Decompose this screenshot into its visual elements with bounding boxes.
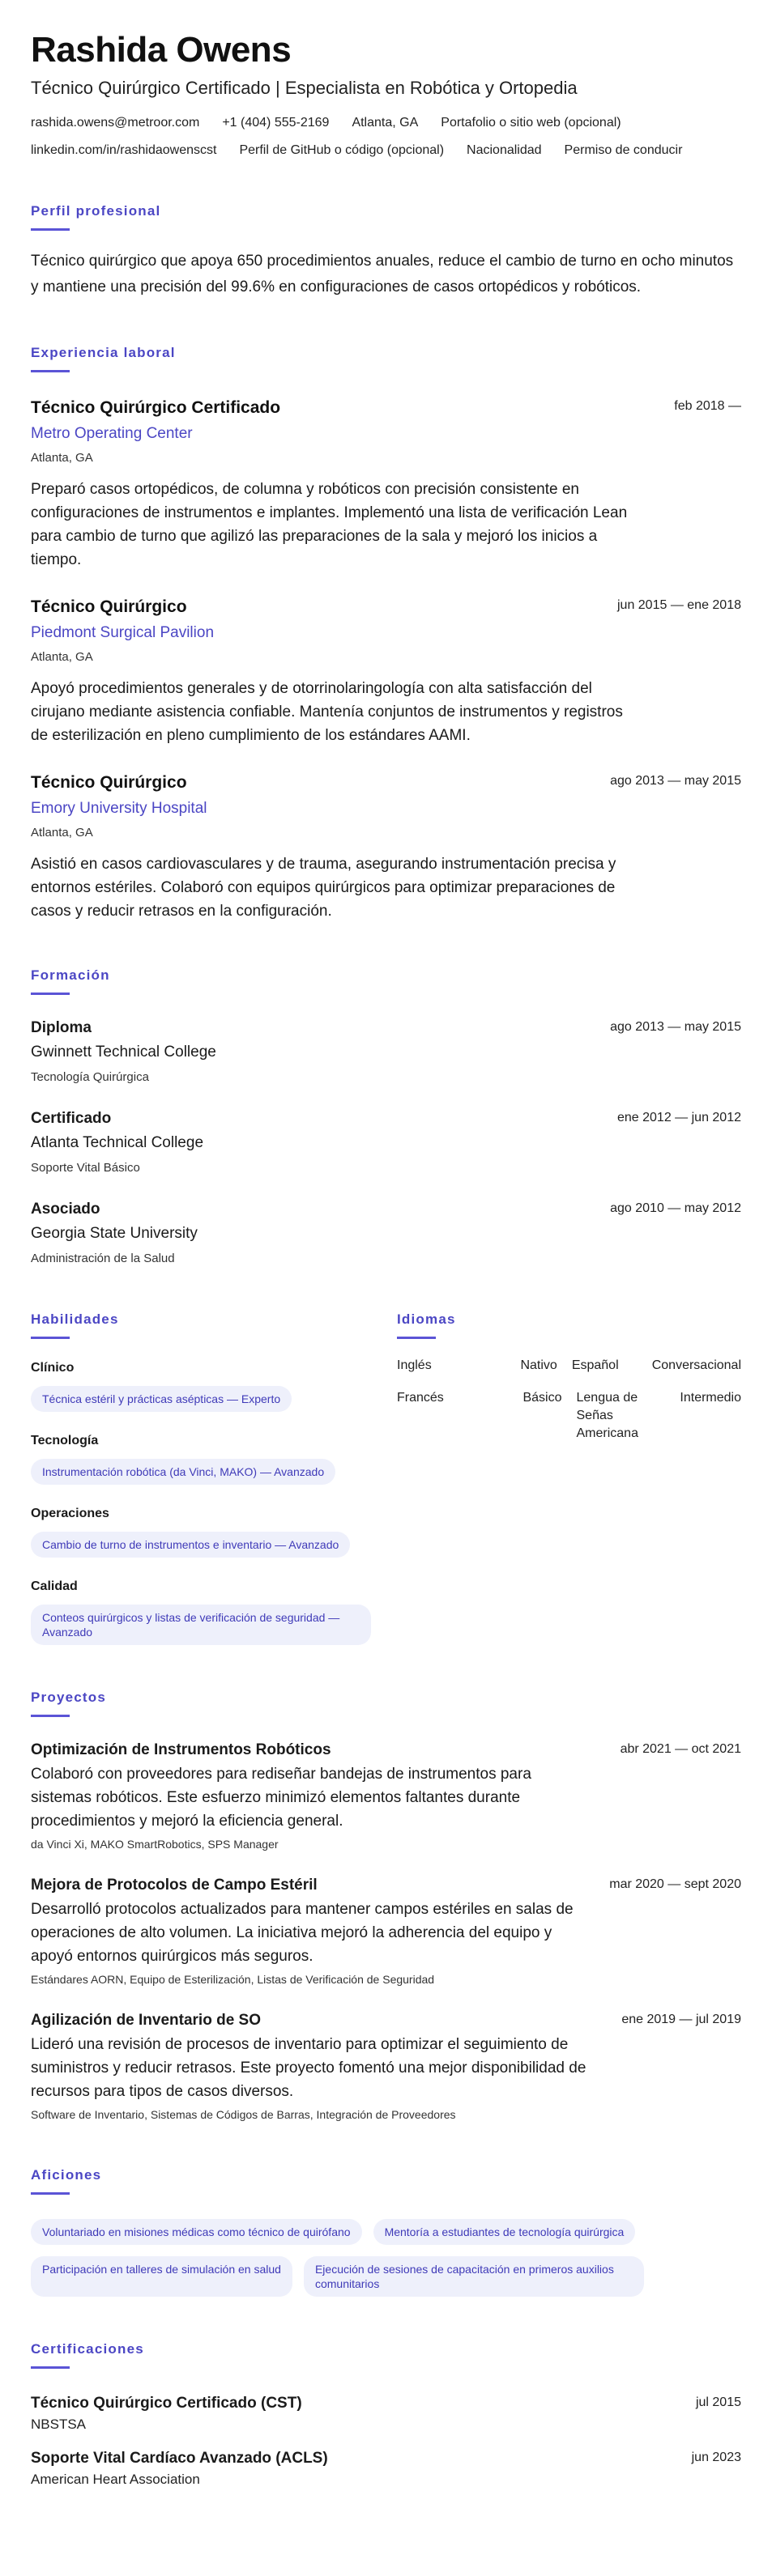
project-technologies: Software de Inventario, Sistemas de Códigos de Barras, Integración de Proveedores [31, 2108, 456, 2121]
project-dates: ene 2019 — jul 2019 [621, 2013, 741, 2026]
job-company: Metro Operating Center [31, 425, 193, 442]
hobby-tag: Voluntariado en misiones médicas como técnico de quirófano [31, 2219, 362, 2245]
language-row [397, 1389, 741, 1443]
job-title: Técnico Quirúrgico Certificado [31, 398, 281, 417]
project-description: Colaboró con proveedores para rediseñar bandejas de instrumentos para sistemas robóticos. Este esfuerzo minimizó elementos faltantes durante procedimientos y mejoró la eficiencia general. [31, 1766, 531, 1830]
section-divider [31, 370, 70, 372]
section-divider [397, 1337, 436, 1339]
certification-name: Técnico Quirúrgico Certificado (CST) [31, 2395, 302, 2412]
language-level: Intermedio [680, 1391, 741, 1405]
hobby-tag: Participación en talleres de simulación en salud [31, 2256, 292, 2297]
summary-section [31, 202, 741, 300]
language-level: Conversacional [651, 1358, 741, 1372]
education-item [31, 1108, 741, 1176]
project-name: Optimización de Instrumentos Robóticos [31, 1741, 331, 1758]
skill-group [31, 1360, 371, 1412]
contact-list [31, 115, 741, 159]
project-description: Desarrolló protocolos actualizados para mantener campos estériles en salas de operaciones de alto volumen. La iniciativa mejoró la adherencia del equipo y apoyó entornos quirúrgicos más seguros. [31, 1901, 574, 1965]
section-divider [31, 228, 70, 231]
skill-category: Tecnología [31, 1434, 99, 1447]
contact-github: Perfil de GitHub o código (opcional) [239, 143, 445, 157]
education-school: Georgia State University [31, 1225, 198, 1242]
project-item [31, 1740, 741, 1852]
experience-section [31, 344, 741, 923]
hobby-list [31, 2208, 741, 2297]
job-dates: jun 2015 — ene 2018 [616, 598, 741, 612]
certifications-section [31, 2340, 741, 2489]
certification-issuer: NBSTSA [31, 2417, 87, 2432]
section-divider [31, 1337, 70, 1339]
job-location: Atlanta, GA [31, 451, 93, 465]
language-name: Francés [397, 1391, 444, 1405]
section-divider [31, 1715, 70, 1717]
language-name: Inglés [397, 1358, 432, 1372]
experience-item [31, 772, 741, 923]
education-dates: ene 2012 — jun 2012 [616, 1111, 741, 1124]
education-item [31, 1018, 741, 1086]
education-field: Administración de la Salud [31, 1252, 175, 1265]
language-level: Básico [522, 1391, 562, 1405]
contact-linkedin: linkedin.com/in/rashidaowenscst [31, 143, 217, 157]
contact-nationality: Nacionalidad [467, 143, 542, 157]
skills-languages-section [31, 1311, 741, 1645]
certification-date: jul 2015 [695, 2395, 741, 2409]
section-title: Idiomas [397, 1311, 456, 1327]
education-dates: ago 2010 — may 2012 [610, 1201, 741, 1215]
project-dates: mar 2020 — sept 2020 [609, 1877, 741, 1891]
section-title: Aficiones [31, 2167, 102, 2183]
job-description: Preparó casos ortopédicos, de columna y robóticos con precisión consistente en configuraciones de instrumentos e implantes. Implementó una lista de verificación Lean para cambio de turno que agilizó las preparaciones de la sala y mejoró los inicios a tiempo. [31, 481, 628, 568]
job-dates: ago 2013 — may 2015 [610, 774, 741, 788]
education-school: Gwinnett Technical College [31, 1044, 216, 1061]
skill-group [31, 1433, 371, 1485]
section-title: Habilidades [31, 1311, 119, 1327]
skill-tag: Técnica estéril y prácticas asépticas — Experto [31, 1386, 292, 1412]
contact-email: rashida.owens@metroor.com [31, 116, 200, 130]
hobby-tag: Mentoría a estudiantes de tecnología quirúrgica [373, 2219, 636, 2245]
section-title: Proyectos [31, 1690, 107, 1705]
project-technologies: Estándares AORN, Equipo de Esterilización, Listas de Verificación de Seguridad [31, 1973, 435, 1986]
certification-item [31, 2448, 741, 2489]
certification-name: Soporte Vital Cardíaco Avanzado (ACLS) [31, 2450, 328, 2467]
skill-category: Operaciones [31, 1507, 109, 1520]
job-title: Técnico Quirúrgico [31, 597, 187, 616]
skill-tag: Conteos quirúrgicos y listas de verificación de seguridad — Avanzado [31, 1605, 371, 1645]
skill-group [31, 1579, 371, 1645]
summary-text: Técnico quirúrgico que apoya 650 procedimientos anuales, reduce el cambio de turno en ocho minutos y mantiene una precisión del 99.6% en configuraciones de casos ortopédicos y robóticos. [31, 253, 734, 295]
project-description: Lideró una revisión de procesos de inventario para optimizar el seguimiento de suministros y reducir retrasos. Este proyecto fomentó una mejor disponibilidad de recursos para tipos de casos diversos. [31, 2036, 586, 2100]
contact-phone: +1 (404) 555-2169 [222, 116, 330, 130]
candidate-headline: Técnico Quirúrgico Certificado | Especialista en Robótica y Ortopedia [31, 78, 578, 98]
education-field: Soporte Vital Básico [31, 1161, 140, 1175]
project-technologies: da Vinci Xi, MAKO SmartRobotics, SPS Manager [31, 1838, 279, 1851]
contact-driving-license: Permiso de conducir [564, 143, 683, 157]
experience-item [31, 596, 741, 747]
resume-header [31, 29, 741, 159]
candidate-name: Rashida Owens [31, 30, 292, 70]
certification-issuer: American Heart Association [31, 2472, 200, 2487]
section-title: Experiencia laboral [31, 345, 176, 360]
hobby-tag: Ejecución de sesiones de capacitación en primeros auxilios comunitarios [304, 2256, 644, 2297]
experience-item [31, 397, 741, 572]
certification-item [31, 2393, 741, 2434]
contact-portfolio: Portafolio o sitio web (opcional) [441, 116, 621, 130]
language-name: Lengua de Señas Americana [576, 1391, 638, 1440]
job-company: Piedmont Surgical Pavilion [31, 624, 215, 641]
section-title: Formación [31, 967, 110, 983]
projects-section [31, 1689, 741, 2123]
section-title: Perfil profesional [31, 203, 161, 219]
job-company: Emory University Hospital [31, 800, 207, 817]
education-section [31, 967, 741, 1267]
education-item [31, 1199, 741, 1267]
contact-location: Atlanta, GA [352, 116, 419, 130]
skill-category: Clínico [31, 1361, 75, 1375]
education-degree: Certificado [31, 1110, 112, 1127]
languages-column [397, 1311, 741, 1645]
job-location: Atlanta, GA [31, 650, 93, 664]
job-description: Asistió en casos cardiovasculares y de trauma, asegurando instrumentación precisa y entornos estériles. Colaboró con equipos quirúrgicos para optimizar preparaciones de casos y reducir retrasos en la configuración. [31, 856, 616, 920]
section-title: Certificaciones [31, 2341, 144, 2357]
skill-category: Calidad [31, 1579, 78, 1593]
education-degree: Asociado [31, 1201, 100, 1218]
skills-column [31, 1311, 371, 1645]
job-title: Técnico Quirúrgico [31, 773, 187, 792]
project-name: Mejora de Protocolos de Campo Estéril [31, 1877, 318, 1894]
skill-group [31, 1506, 371, 1558]
language-row [397, 1357, 741, 1375]
project-name: Agilización de Inventario de SO [31, 2012, 261, 2029]
education-dates: ago 2013 — may 2015 [610, 1020, 741, 1034]
job-dates: feb 2018 — [674, 399, 741, 413]
education-field: Tecnología Quirúrgica [31, 1070, 149, 1084]
language-name: Español [571, 1358, 619, 1372]
hobbies-section [31, 2166, 741, 2297]
project-dates: abr 2021 — oct 2021 [620, 1742, 741, 1756]
skill-tag: Cambio de turno de instrumentos e inventario — Avanzado [31, 1532, 350, 1558]
language-level: Nativo [520, 1358, 557, 1372]
section-divider [31, 993, 70, 995]
certification-date: jun 2023 [691, 2451, 741, 2464]
education-school: Atlanta Technical College [31, 1134, 204, 1151]
education-degree: Diploma [31, 1019, 92, 1036]
project-item [31, 2010, 741, 2123]
languages-table [397, 1357, 741, 1443]
job-location: Atlanta, GA [31, 826, 93, 840]
job-description: Apoyó procedimientos generales y de otorrinolaringología con alta satisfacción del cirujano mediante asistencia confiable. Mantenía conjuntos de instrumentos y registros de esterilización en pleno cumplimiento de los estándares AAMI. [31, 680, 623, 744]
section-divider [31, 2192, 70, 2195]
project-item [31, 1875, 741, 1987]
skill-tag: Instrumentación robótica (da Vinci, MAKO) — Avanzado [31, 1459, 335, 1485]
section-divider [31, 2366, 70, 2369]
